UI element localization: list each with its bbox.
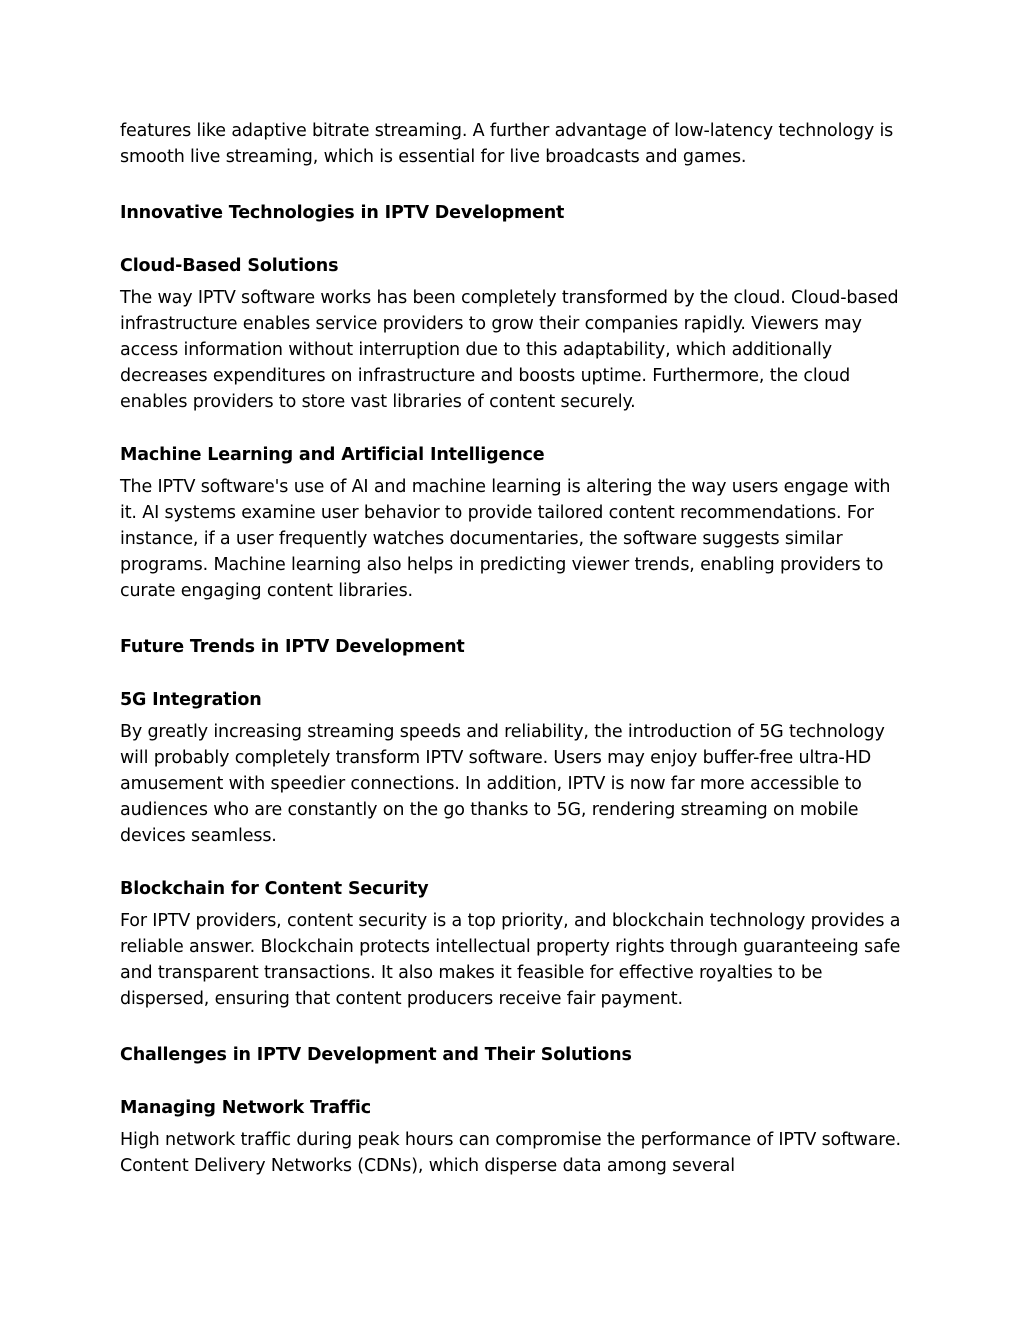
paragraph-machine-learning-ai: The IPTV software's use of AI and machine learning is altering the way users engage with it. AI systems examine user behavior to provide tailored content recommendations. For instance, if a user frequently watches documentaries, the software suggests similar programs. Machine learning also helps in predicting viewer trends, enabling providers to curate engaging content libraries. [120, 477, 891, 601]
section-heading-innovative-technologies: Innovative Technologies in IPTV Development [120, 203, 565, 223]
intro-paragraph: features like adaptive bitrate streaming. A further advantage of low-latency technology is smooth live streaming, which is essential for live broadcasts and games. [120, 121, 894, 167]
section-heading-challenges: Challenges in IPTV Development and Their Solutions [120, 1045, 632, 1065]
subheading-machine-learning-ai: Machine Learning and Artificial Intelligence [120, 445, 545, 465]
paragraph-blockchain-content-security: For IPTV providers, content security is a top priority, and blockchain technology provides a reliable answer. Blockchain protects intellectual property rights through guaranteeing safe and transparent transactions. It also makes it feasible for effective royalties to be dispersed, ensuring that content producers receive fair payment. [120, 911, 901, 1009]
paragraph-cloud-based-solutions: The way IPTV software works has been completely transformed by the cloud. Cloud-based infrastructure enables service providers to grow their companies rapidly. Viewers may access information without interruption due to this adaptability, which additionally decreases expenditures on infrastructure and boosts uptime. Furthermore, the cloud enables providers to store vast libraries of content securely. [120, 288, 899, 412]
subheading-cloud-based-solutions: Cloud-Based Solutions [120, 256, 339, 276]
section-heading-future-trends: Future Trends in IPTV Development [120, 637, 465, 657]
subheading-managing-network-traffic: Managing Network Traffic [120, 1098, 371, 1118]
document-page [120, 118, 910, 1179]
paragraph-5g-integration: By greatly increasing streaming speeds and reliability, the introduction of 5G technology will probably completely transform IPTV software. Users may enjoy buffer-free ultra-HD amusement with speedier connections. In addition, IPTV is now far more accessible to audiences who are constantly on the go thanks to 5G, rendering streaming on mobile devices seamless. [120, 722, 885, 846]
subheading-blockchain-content-security: Blockchain for Content Security [120, 879, 429, 899]
paragraph-managing-network-traffic: High network traffic during peak hours can compromise the performance of IPTV software. Content Delivery Networks (CDNs), which disperse data among several [120, 1130, 901, 1176]
subheading-5g-integration: 5G Integration [120, 690, 262, 710]
